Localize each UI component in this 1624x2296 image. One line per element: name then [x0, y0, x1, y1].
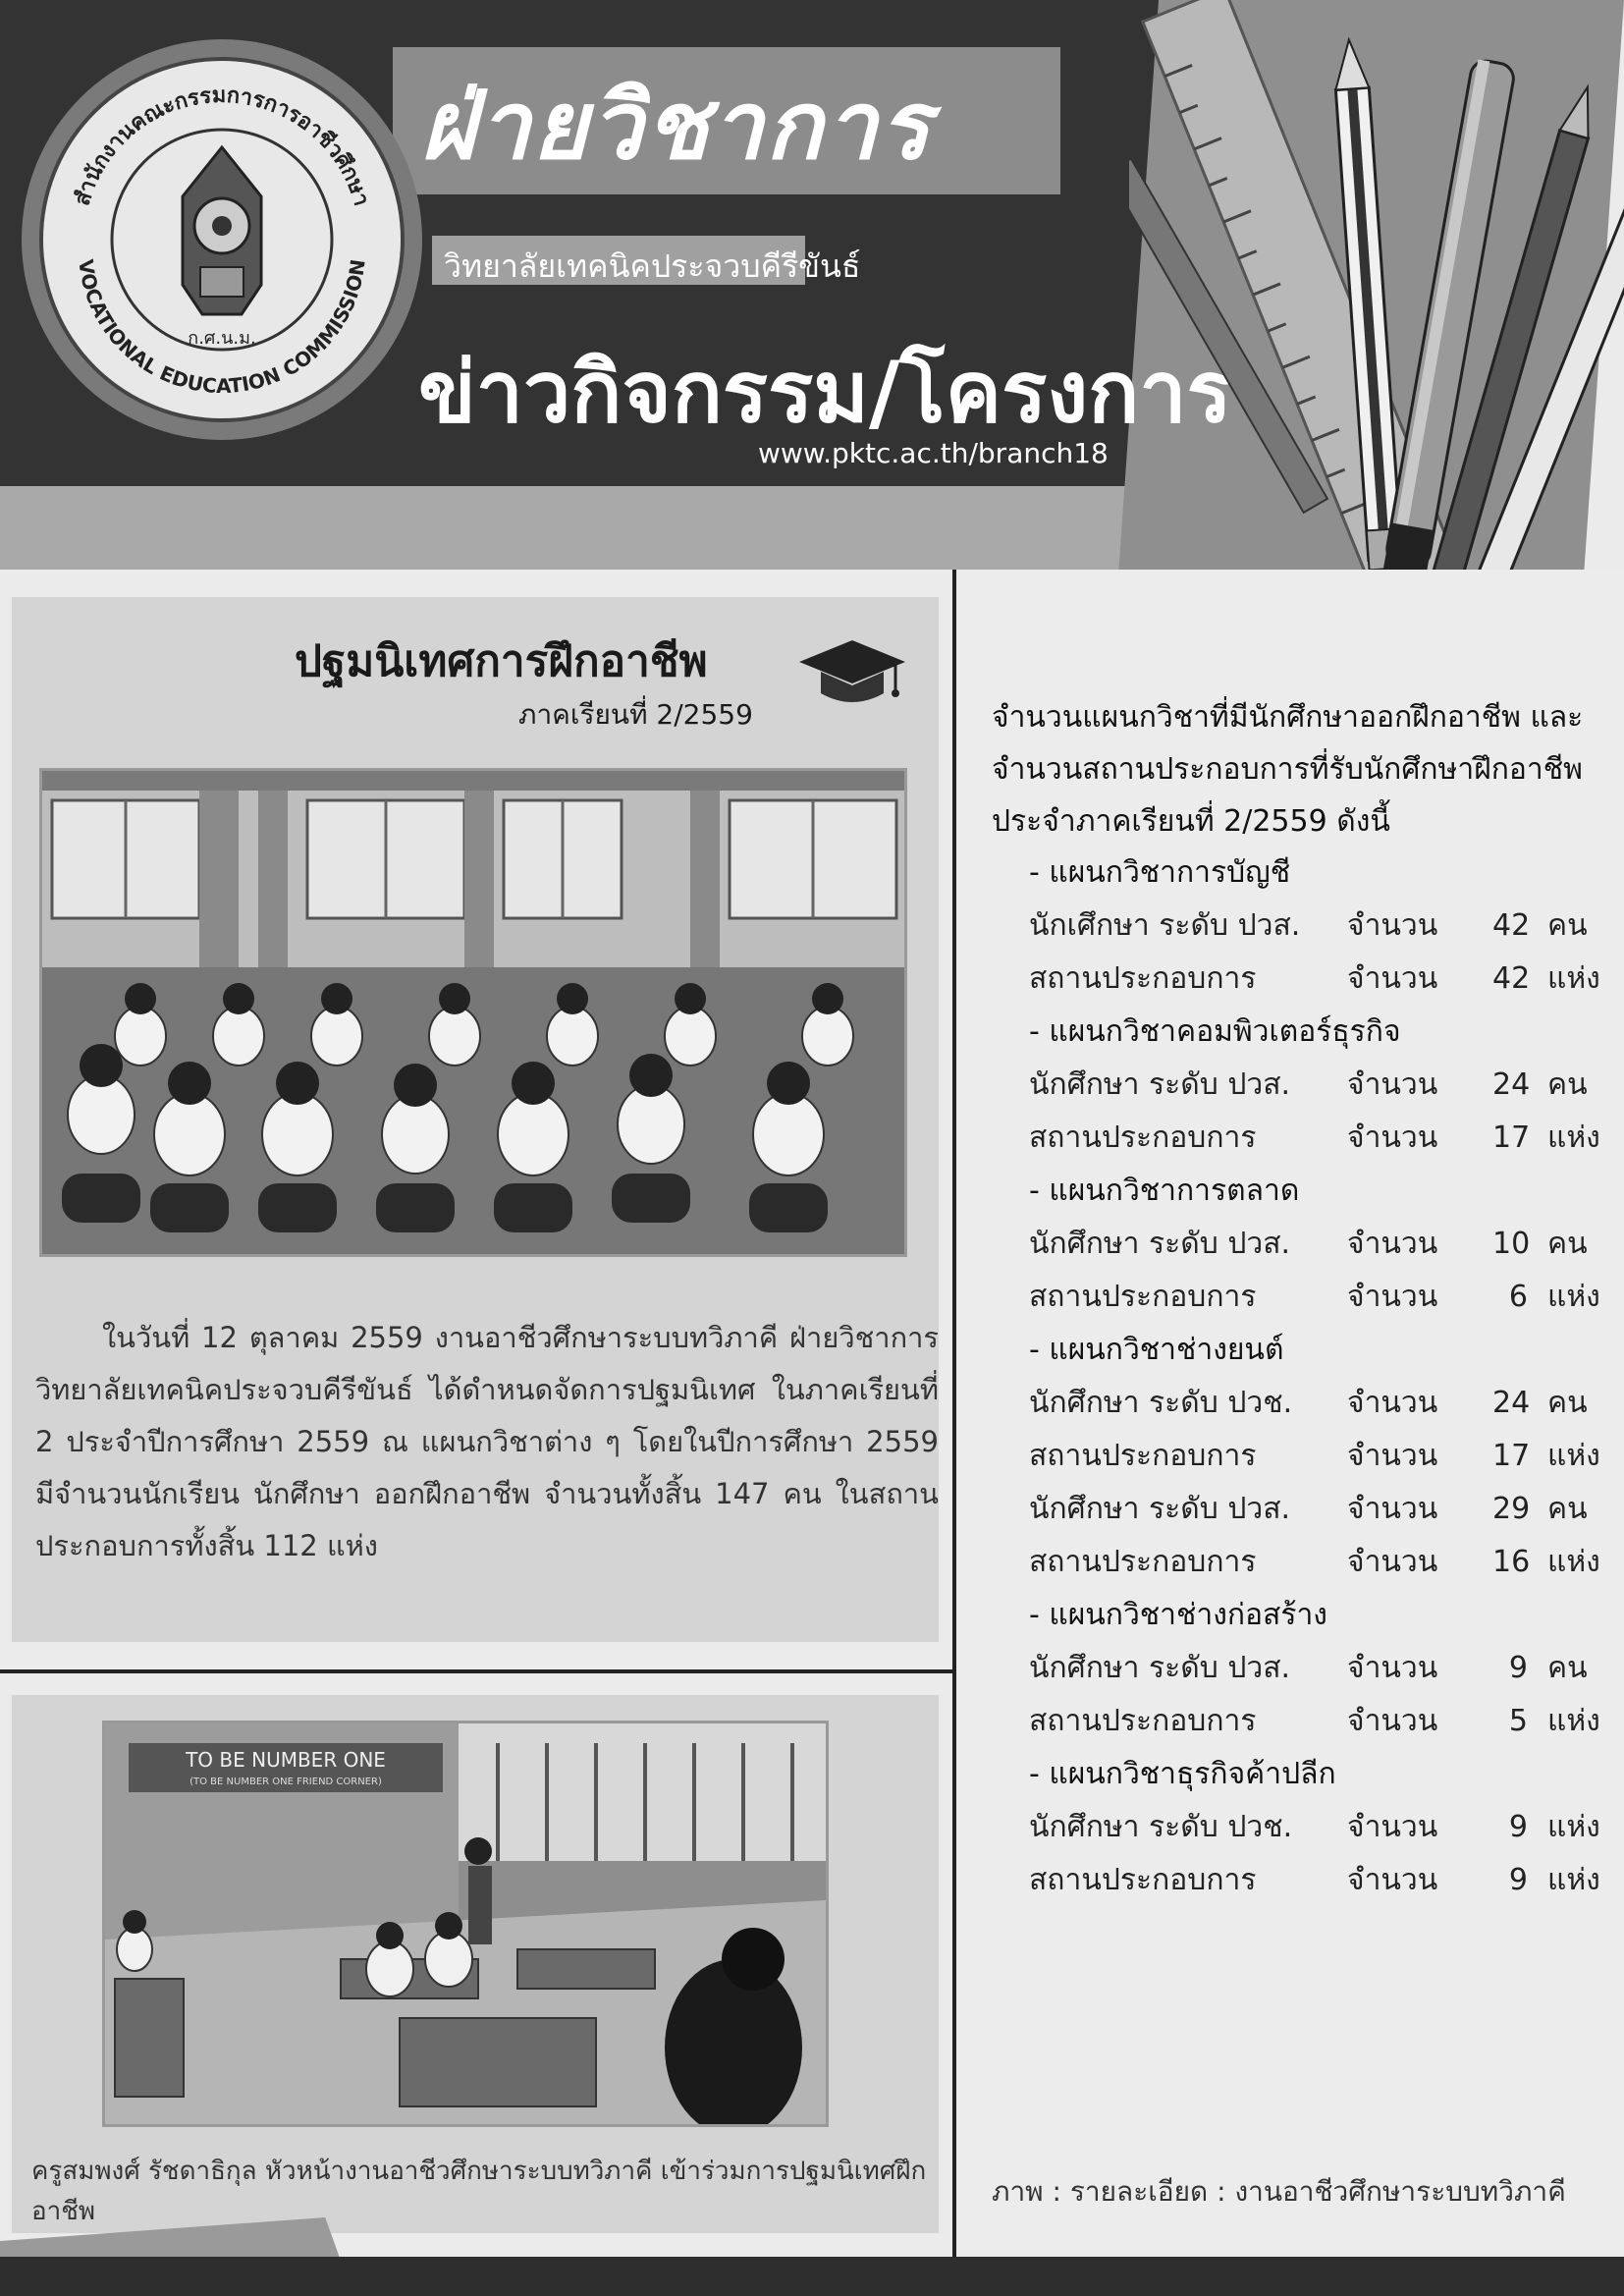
college-name: วิทยาลัยเทคนิคประจวบคีรีขันธ์ [444, 247, 861, 285]
seal-text-bottom: VOCATIONAL EDUCATION COMMISSION [74, 257, 370, 398]
department-row [1029, 900, 1618, 953]
row-count: 29 [1492, 1492, 1531, 1526]
row-label: นักศึกษา ระดับ ปวช. [1029, 1386, 1293, 1420]
department-row [1029, 1642, 1618, 1695]
row-count: 42 [1492, 908, 1531, 943]
row-unit: แห่ง [1547, 1121, 1600, 1155]
department-row [1029, 1271, 1618, 1324]
department-row [1029, 1430, 1618, 1483]
row-count: 6 [1508, 1280, 1528, 1314]
row-unit: แห่ง [1547, 961, 1600, 996]
column-divider [952, 570, 956, 2259]
row-unit: คน [1547, 1067, 1588, 1102]
photo-caption: ครูสมพงศ์ รัชดาธิกุล หัวหน้างานอาชีวศึกษาระบบทวิภาคี เข้าร่วมการปฐมนิเทศฝึกอาชีพ [31, 2157, 927, 2226]
row-label: นักเศึกษา ระดับ ปวส. [1029, 908, 1301, 943]
department-row [1029, 1112, 1618, 1165]
row-unit: แห่ง [1547, 1439, 1600, 1473]
department-heading: - แผนกวิชาการตลาด [1029, 1174, 1300, 1208]
footer-bar [0, 2257, 1624, 2296]
vocational-commission-seal-icon [22, 39, 422, 440]
photo-credit: ภาพ : รายละเอียด : งานอาชีวศึกษาระบบทวิภาคี [992, 2175, 1566, 2208]
row-count-label: จำนวน [1347, 1121, 1438, 1155]
article-paragraph: ในวันที่ 12 ตุลาคม 2559 งานอาชีวศึกษาระบบทวิภาคี ฝ่ายวิชาการ วิทยาลัยเทคนิคประจวบคีรีขันธ์ ได้ดำหนดจัดการปฐมนิเทศ ในภาคเรียนที่ 2 ประจำปีการศึกษา 2559 ณ แผนกวิชาต่าง ๆ โดยในปีการศึกษา 2559 มีจำนวนนักเรียน นักศึกษา ออกฝึกอาชีพ จำนวนทั้งสิ้น 147 คน ในสถานประกอบการทั้งสิ้น 112 แห่ง [35, 1321, 939, 1562]
website-url: www.pktc.ac.th/branch18 [758, 437, 1109, 469]
row-unit: แห่ง [1547, 1704, 1600, 1738]
banner-subtext: (TO BE NUMBER ONE FRIEND CORNER) [189, 1777, 382, 1787]
row-count-label: จำนวน [1347, 961, 1438, 996]
seal-text-top: สำนักงานคณะกรรมการการอาชีวศึกษา [70, 82, 374, 209]
row-unit: แห่ง [1547, 1545, 1600, 1579]
orientation-photo [39, 768, 907, 1257]
row-count: 9 [1508, 1810, 1528, 1844]
department-row [1029, 1218, 1618, 1271]
row-label: สถานประกอบการ [1029, 1439, 1257, 1473]
department-row [1029, 953, 1618, 1006]
department-heading: - แผนกวิชาการบัญชี [1029, 855, 1291, 890]
article-title: ปฐมนิเทศการฝึกอาชีพ [295, 636, 708, 686]
row-label: นักศึกษา ระดับ ปวช. [1029, 1810, 1293, 1844]
row-count: 9 [1508, 1863, 1528, 1897]
row-count-label: จำนวน [1347, 908, 1438, 943]
row-count: 24 [1492, 1067, 1531, 1102]
news-heading: ข่าวกิจกรรม/โครงการ [418, 344, 1232, 442]
row-count-label: จำนวน [1347, 1810, 1438, 1844]
row-label: สถานประกอบการ [1029, 1863, 1257, 1897]
row-count-label: จำนวน [1347, 1651, 1438, 1685]
row-count-label: จำนวน [1347, 1067, 1438, 1102]
row-count: 16 [1492, 1545, 1531, 1579]
seal-abbr: ก.ศ.น.ม. [188, 328, 256, 349]
row-unit: คน [1547, 1651, 1588, 1685]
row-count: 17 [1492, 1439, 1531, 1473]
department-heading: - แผนกวิชาช่างยนต์ [1029, 1333, 1284, 1367]
department-row [1029, 1059, 1618, 1112]
banner-text: TO BE NUMBER ONE [186, 1748, 386, 1772]
row-label: นักศึกษา ระดับ ปวส. [1029, 1492, 1291, 1526]
header-banner [0, 0, 1624, 570]
row-unit: แห่ง [1547, 1810, 1600, 1844]
row-unit: คน [1547, 1386, 1588, 1420]
row-count-label: จำนวน [1347, 1280, 1438, 1314]
department-title: ฝ่ายวิชาการ [420, 71, 932, 181]
summary-intro: จำนวนแผนกวิชาที่มีนักศึกษาออกฝึกอาชีพ และจำนวนสถานประกอบการที่รับนักศึกษาฝึกอาชีพ ประจำภาคเรียนที่ 2/2559 ดังนี้ [992, 700, 1584, 839]
row-label: นักศึกษา ระดับ ปวส. [1029, 1067, 1291, 1102]
row-unit: คน [1547, 908, 1588, 943]
row-count-label: จำนวน [1347, 1439, 1438, 1473]
row-count: 17 [1492, 1121, 1531, 1155]
row-unit: คน [1547, 1492, 1588, 1526]
department-heading: - แผนกวิชาคอมพิวเตอร์ธุรกิจ [1029, 1014, 1401, 1049]
row-label: สถานประกอบการ [1029, 1545, 1257, 1579]
row-label: สถานประกอบการ [1029, 961, 1257, 996]
row-count: 5 [1508, 1704, 1528, 1738]
row-count-label: จำนวน [1347, 1492, 1438, 1526]
seal-emblem [22, 39, 422, 440]
row-count-label: จำนวน [1347, 1704, 1438, 1738]
row-label: สถานประกอบการ [1029, 1704, 1257, 1738]
row-label: สถานประกอบการ [1029, 1280, 1257, 1314]
row-unit: แห่ง [1547, 1863, 1600, 1897]
department-row [1029, 1695, 1618, 1748]
department-row [1029, 1377, 1618, 1430]
graduation-cap-icon [797, 636, 907, 707]
row-count: 42 [1492, 961, 1531, 996]
row-label: นักศึกษา ระดับ ปวส. [1029, 1227, 1291, 1261]
department-list [1029, 847, 1618, 1907]
row-unit: คน [1547, 1227, 1588, 1261]
department-row [1029, 1854, 1618, 1907]
department-heading: - แผนกวิชาธุรกิจค้าปลีก [1029, 1757, 1336, 1791]
row-count: 24 [1492, 1386, 1531, 1420]
header-gray-band [0, 486, 1198, 570]
row-count: 10 [1492, 1227, 1531, 1261]
row-count-label: จำนวน [1347, 1545, 1438, 1579]
department-heading: - แผนกวิชาช่างก่อสร้าง [1029, 1598, 1327, 1632]
row-count: 9 [1508, 1651, 1528, 1685]
row-count-label: จำนวน [1347, 1863, 1438, 1897]
department-row [1029, 1536, 1618, 1589]
meeting-photo [102, 1721, 829, 2127]
department-row [1029, 1483, 1618, 1536]
row-unit: แห่ง [1547, 1280, 1600, 1314]
row-label: สถานประกอบการ [1029, 1121, 1257, 1155]
article-term: ภาคเรียนที่ 2/2559 [518, 698, 753, 731]
department-row [1029, 1801, 1618, 1854]
row-count-label: จำนวน [1347, 1227, 1438, 1261]
section-divider [0, 1669, 956, 1673]
row-label: นักศึกษา ระดับ ปวส. [1029, 1651, 1291, 1685]
row-count-label: จำนวน [1347, 1386, 1438, 1420]
pencils-ruler-icon [1129, 0, 1624, 570]
